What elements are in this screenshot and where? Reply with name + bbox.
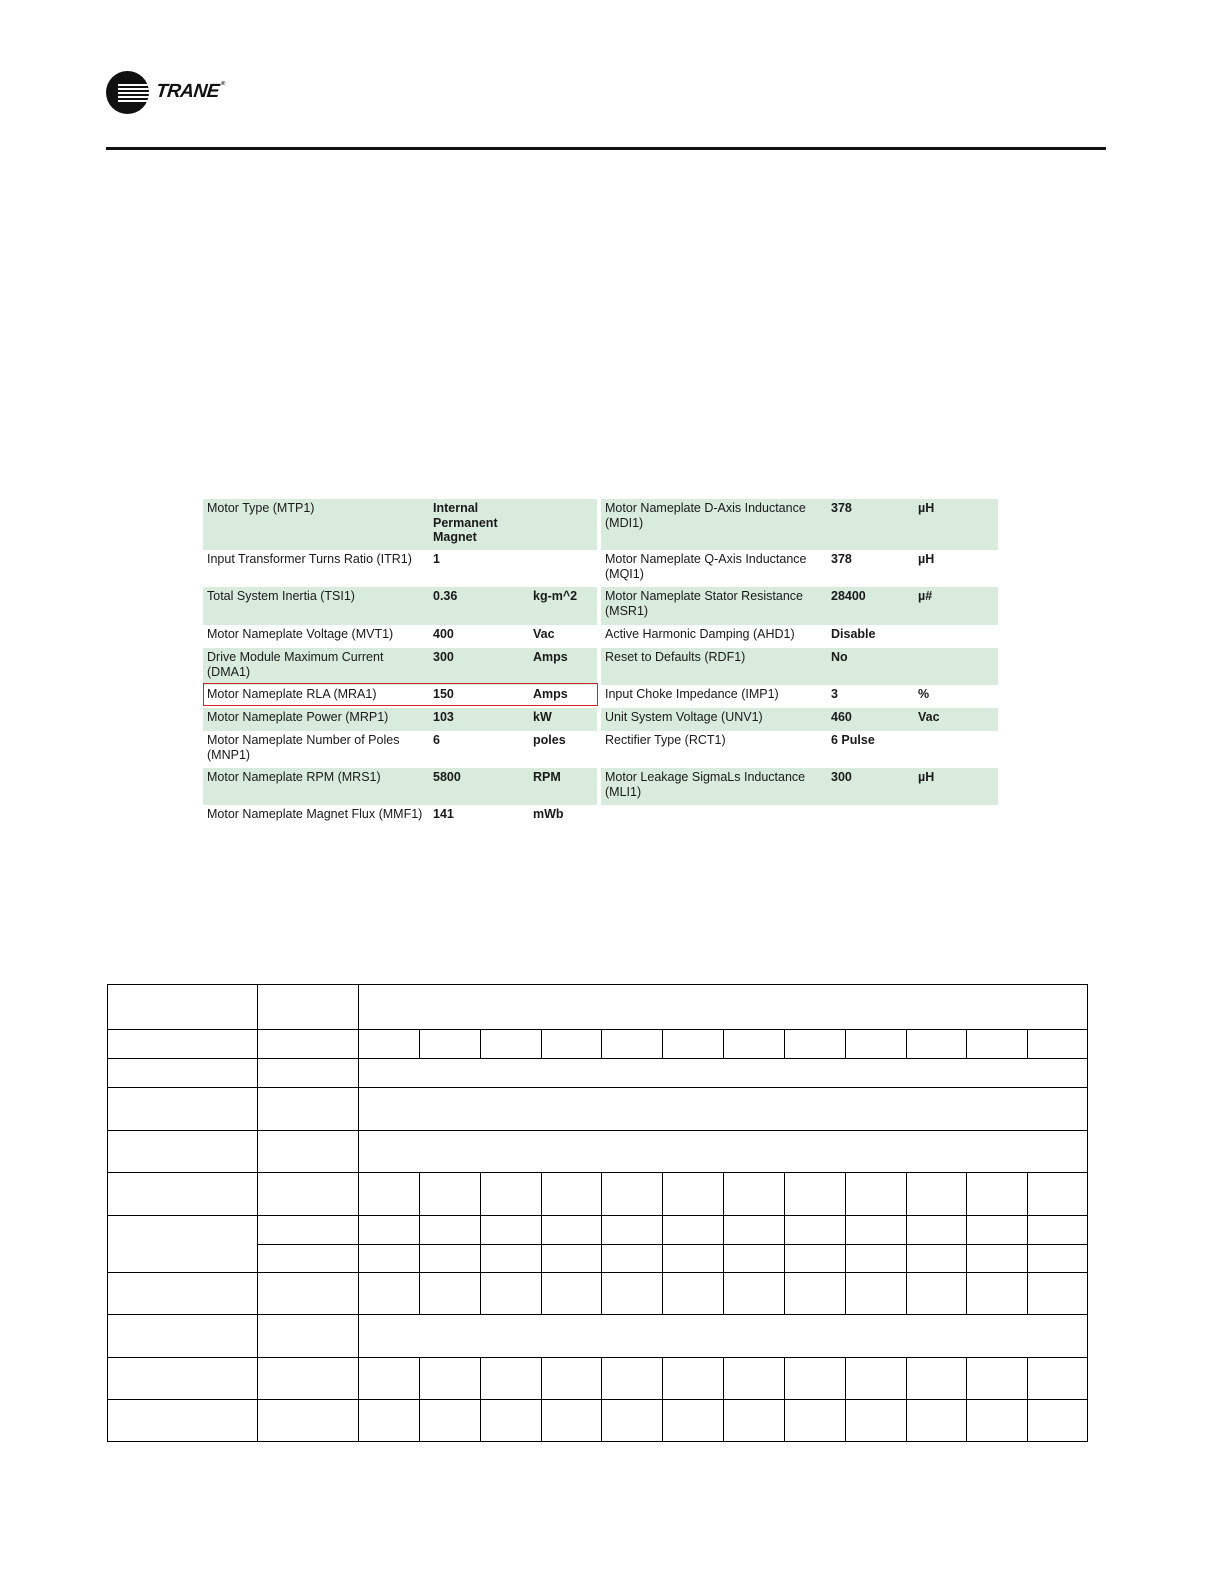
grid-subcolumn-line <box>419 1399 420 1441</box>
grid-subcolumn-line <box>419 1172 420 1215</box>
grid-subcolumn-line <box>662 1244 663 1272</box>
grid-subcolumn-line <box>784 1172 785 1215</box>
param-unit: % <box>914 685 998 708</box>
grid-subcolumn-line <box>419 1272 420 1314</box>
parameter-row <box>203 731 998 768</box>
parameter-row <box>203 587 998 625</box>
param-label: Input Choke Impedance (IMP1) <box>601 685 827 708</box>
param-value: 378 <box>827 499 914 550</box>
parameter-table <box>203 499 998 829</box>
grid-subcolumn-line <box>723 1029 724 1058</box>
grid-subcolumn-line <box>906 1244 907 1272</box>
grid-subcolumn-line <box>906 1029 907 1058</box>
param-value: No <box>827 648 914 685</box>
parameter-row <box>203 708 998 731</box>
grid-subcolumn-line <box>784 1215 785 1244</box>
grid-subcolumn-line <box>419 1357 420 1399</box>
grid-subcolumn-line <box>1027 1244 1028 1272</box>
grid-subcolumn-line <box>541 1357 542 1399</box>
grid-subcolumn-line <box>723 1399 724 1441</box>
param-label: Motor Nameplate Q-Axis Inductance (MQI1) <box>601 550 827 587</box>
grid-subcolumn-line <box>662 1357 663 1399</box>
param-value: 141 <box>429 805 529 829</box>
param-value: 1 <box>429 550 529 587</box>
grid-subcolumn-line <box>723 1244 724 1272</box>
grid-subcolumn-line <box>662 1399 663 1441</box>
grid-subcolumn-line <box>784 1399 785 1441</box>
grid-subcolumn-line <box>662 1272 663 1314</box>
param-unit: mWb <box>529 805 597 829</box>
grid-subcolumn-line <box>966 1357 967 1399</box>
grid-subcolumn-line <box>845 1272 846 1314</box>
grid-subcolumn-line <box>966 1172 967 1215</box>
grid-subcolumn-line <box>541 1272 542 1314</box>
grid-subcolumn-line <box>845 1172 846 1215</box>
grid-subcolumn-line <box>906 1357 907 1399</box>
parameter-row <box>203 768 998 805</box>
grid-subcolumn-line <box>784 1244 785 1272</box>
grid-column-line <box>257 984 258 1442</box>
grid-subcolumn-line <box>966 1272 967 1314</box>
grid-subcolumn-line <box>1027 1172 1028 1215</box>
grid-subcolumn-line <box>541 1399 542 1441</box>
grid-subcolumn-line <box>419 1029 420 1058</box>
grid-column-line <box>358 984 359 1442</box>
param-label: Reset to Defaults (RDF1) <box>601 648 827 685</box>
grid-subcolumn-line <box>541 1172 542 1215</box>
grid-subcolumn-line <box>845 1215 846 1244</box>
grid-subcolumn-line <box>541 1215 542 1244</box>
grid-subcolumn-line <box>662 1215 663 1244</box>
param-unit: kW <box>529 708 597 731</box>
param-value: 6 <box>429 731 529 768</box>
grid-subcolumn-line <box>480 1244 481 1272</box>
param-unit: Amps <box>529 685 597 708</box>
param-label: Unit System Voltage (UNV1) <box>601 708 827 731</box>
param-label: Rectifier Type (RCT1) <box>601 731 827 768</box>
param-label: Motor Nameplate Power (MRP1) <box>203 708 429 731</box>
grid-subcolumn-line <box>662 1172 663 1215</box>
grid-subcolumn-line <box>723 1172 724 1215</box>
param-value: 300 <box>827 768 914 805</box>
grid-row-line <box>107 1357 1088 1358</box>
grid-row-line <box>257 1244 1088 1245</box>
param-value: Disable <box>827 625 914 648</box>
grid-subcolumn-line <box>966 1215 967 1244</box>
grid-subcolumn-line <box>541 1029 542 1058</box>
header-divider <box>106 147 1106 150</box>
param-value: 378 <box>827 550 914 587</box>
grid-subcolumn-line <box>906 1172 907 1215</box>
grid-subcolumn-line <box>541 1244 542 1272</box>
param-unit: Vac <box>529 625 597 648</box>
grid-subcolumn-line <box>601 1215 602 1244</box>
parameter-row <box>203 805 998 829</box>
param-value: 300 <box>429 648 529 685</box>
grid-subcolumn-line <box>601 1357 602 1399</box>
grid-row-line <box>107 1058 1088 1059</box>
grid-subcolumn-line <box>1027 1357 1028 1399</box>
grid-row-line <box>107 1314 1088 1315</box>
param-unit: poles <box>529 731 597 768</box>
param-unit: RPM <box>529 768 597 805</box>
param-value: 28400 <box>827 587 914 625</box>
param-unit <box>529 499 597 550</box>
param-label: Drive Module Maximum Current (DMA1) <box>203 648 429 685</box>
param-value: 150 <box>429 685 529 708</box>
grid-column-line <box>107 984 108 1442</box>
grid-subcolumn-line <box>845 1029 846 1058</box>
grid-row-line <box>107 1029 1088 1030</box>
grid-row-line <box>107 1172 1088 1173</box>
grid-subcolumn-line <box>906 1399 907 1441</box>
param-label: Motor Nameplate RLA (MRA1) <box>203 685 429 708</box>
grid-subcolumn-line <box>662 1029 663 1058</box>
grid-column-line <box>1087 984 1088 1442</box>
param-label <box>601 805 827 829</box>
grid-subcolumn-line <box>845 1357 846 1399</box>
param-value: 0.36 <box>429 587 529 625</box>
param-value <box>827 805 914 829</box>
grid-subcolumn-line <box>1027 1399 1028 1441</box>
blank-grid-table <box>107 984 1088 1442</box>
param-value: 6 Pulse <box>827 731 914 768</box>
grid-subcolumn-line <box>784 1272 785 1314</box>
param-label: Motor Nameplate RPM (MRS1) <box>203 768 429 805</box>
grid-row-line <box>107 1215 1088 1216</box>
grid-subcolumn-line <box>601 1272 602 1314</box>
param-unit: µ# <box>914 587 998 625</box>
grid-subcolumn-line <box>480 1029 481 1058</box>
param-unit: µH <box>914 499 998 550</box>
param-unit: µH <box>914 768 998 805</box>
grid-subcolumn-line <box>601 1029 602 1058</box>
trane-logo-icon <box>106 71 149 114</box>
param-label: Motor Nameplate Magnet Flux (MMF1) <box>203 805 429 829</box>
grid-subcolumn-line <box>419 1215 420 1244</box>
param-unit <box>914 805 998 829</box>
grid-subcolumn-line <box>906 1215 907 1244</box>
grid-subcolumn-line <box>1027 1215 1028 1244</box>
grid-subcolumn-line <box>601 1244 602 1272</box>
grid-subcolumn-line <box>845 1244 846 1272</box>
grid-subcolumn-line <box>966 1029 967 1058</box>
param-value: 103 <box>429 708 529 731</box>
grid-subcolumn-line <box>966 1244 967 1272</box>
param-label: Input Transformer Turns Ratio (ITR1) <box>203 550 429 587</box>
param-unit <box>529 550 597 587</box>
grid-subcolumn-line <box>480 1215 481 1244</box>
parameter-row <box>203 550 998 587</box>
param-label: Motor Nameplate D-Axis Inductance (MDI1) <box>601 499 827 550</box>
grid-row-line <box>107 1441 1088 1442</box>
param-unit <box>914 625 998 648</box>
grid-subcolumn-line <box>419 1244 420 1272</box>
grid-subcolumn-line <box>1027 1272 1028 1314</box>
param-label: Total System Inertia (TSI1) <box>203 587 429 625</box>
param-unit <box>914 731 998 768</box>
grid-subcolumn-line <box>480 1399 481 1441</box>
grid-row-line <box>107 1130 1088 1131</box>
param-value: 3 <box>827 685 914 708</box>
param-label: Motor Nameplate Number of Poles (MNP1) <box>203 731 429 768</box>
grid-subcolumn-line <box>784 1357 785 1399</box>
parameter-row <box>203 648 998 685</box>
param-value: Internal Permanent Magnet <box>429 499 529 550</box>
grid-row-line <box>107 1087 1088 1088</box>
grid-subcolumn-line <box>601 1172 602 1215</box>
param-unit: kg-m^2 <box>529 587 597 625</box>
grid-row-line <box>107 984 1088 985</box>
trane-logo <box>106 70 224 114</box>
param-unit <box>914 648 998 685</box>
param-label: Motor Type (MTP1) <box>203 499 429 550</box>
param-unit: Vac <box>914 708 998 731</box>
parameter-row <box>203 625 998 648</box>
param-value: 400 <box>429 625 529 648</box>
grid-subcolumn-line <box>723 1215 724 1244</box>
grid-row-line <box>107 1272 1088 1273</box>
param-value: 460 <box>827 708 914 731</box>
grid-subcolumn-line <box>1027 1029 1028 1058</box>
param-label: Motor Nameplate Stator Resistance (MSR1) <box>601 587 827 625</box>
param-value: 5800 <box>429 768 529 805</box>
param-label: Motor Nameplate Voltage (MVT1) <box>203 625 429 648</box>
grid-subcolumn-line <box>723 1357 724 1399</box>
grid-subcolumn-line <box>784 1029 785 1058</box>
grid-subcolumn-line <box>480 1357 481 1399</box>
brand-name: TRANE® <box>154 81 226 102</box>
parameter-row <box>203 685 998 708</box>
grid-row-line <box>107 1399 1088 1400</box>
grid-subcolumn-line <box>480 1172 481 1215</box>
parameter-row <box>203 499 998 550</box>
grid-subcolumn-line <box>480 1272 481 1314</box>
grid-subcolumn-line <box>906 1272 907 1314</box>
grid-subcolumn-line <box>723 1272 724 1314</box>
grid-subcolumn-line <box>966 1399 967 1441</box>
param-unit: Amps <box>529 648 597 685</box>
param-unit: µH <box>914 550 998 587</box>
param-label: Motor Leakage SigmaLs Inductance (MLI1) <box>601 768 827 805</box>
grid-subcolumn-line <box>845 1399 846 1441</box>
grid-subcolumn-line <box>601 1399 602 1441</box>
param-label: Active Harmonic Damping (AHD1) <box>601 625 827 648</box>
